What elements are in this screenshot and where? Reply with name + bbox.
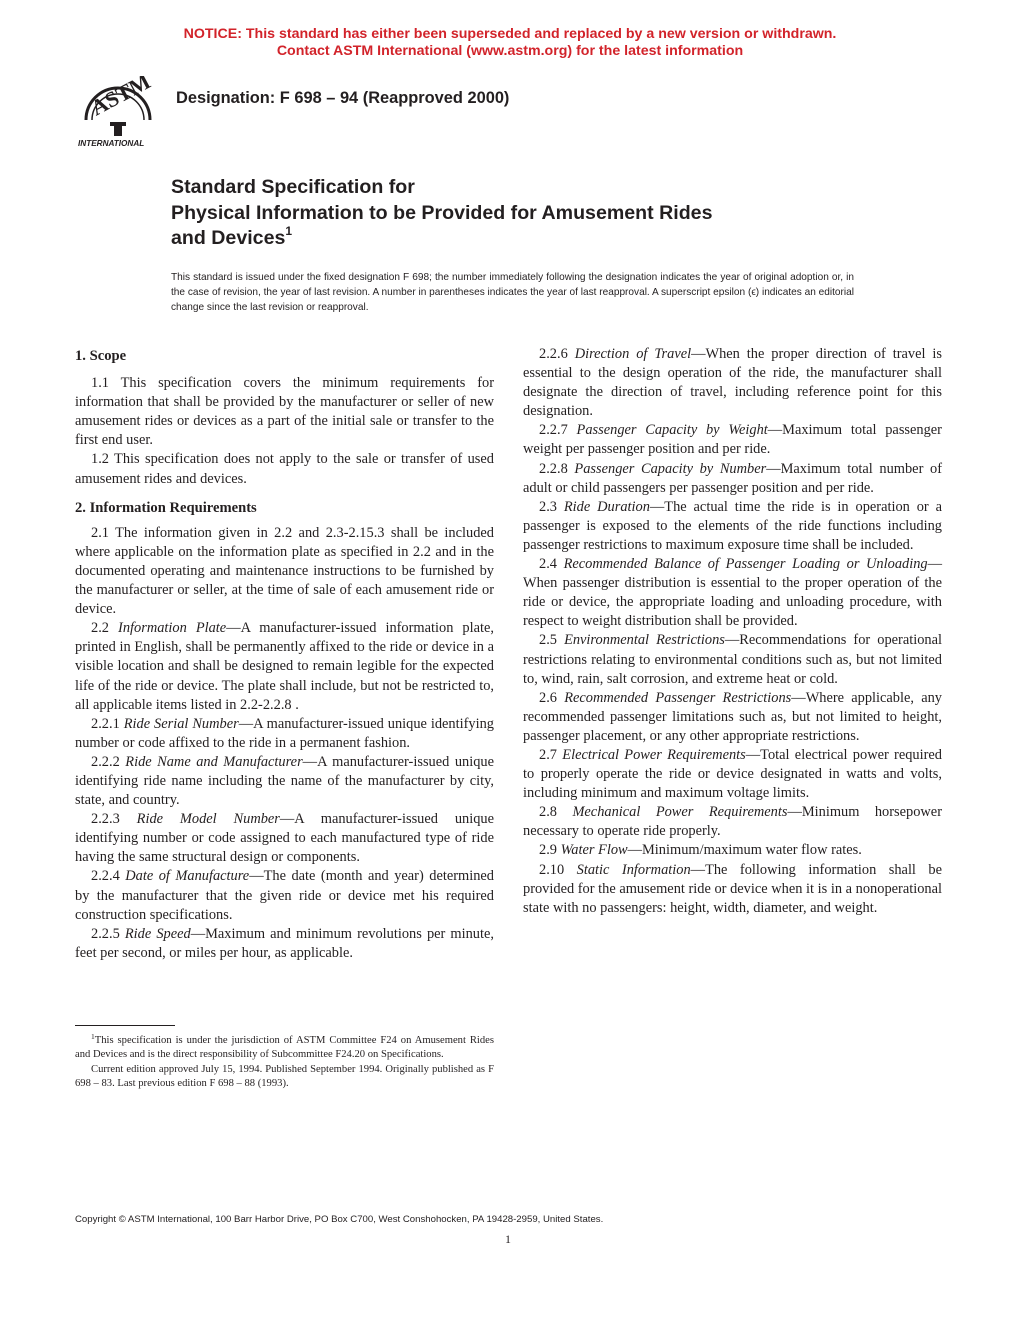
astm-logo	[76, 76, 160, 150]
paragraph-2-9: 2.9 Water Flow—Minimum/maximum water flow rates.	[539, 842, 862, 859]
title-line-2: Physical Information to be Provided for Amusement Rides	[171, 201, 713, 224]
notice-line-2: Contact ASTM International (www.astm.org) for the latest information	[276, 43, 744, 59]
paragraph-2-10: 2.10 Static Information—The following information shall be provided for the amusement ride or device when it is in a nonoperational state with no passengers: height, width, diameter, and weight.	[523, 861, 942, 916]
paragraph-2-2-4: 2.2.4 Date of Manufacture—The date (month and year) determined by the manufacturer that the given ride or device met his required construction specifications.	[75, 868, 494, 923]
withdrawn-notice	[0, 26, 1020, 60]
notice-line-1: NOTICE: This standard has either been superseded and replaced by a new version or withdrawn.	[183, 26, 837, 42]
paragraph-2-2-1: 2.2.1 Ride Serial Number—A manufacturer-issued unique identifying number or code affixed to the ride in a permanent fashion.	[75, 715, 494, 751]
paragraph-1-2: 1.2 This specification does not apply to the sale or transfer of used amusement rides and devices.	[75, 451, 494, 487]
footnote-divider	[75, 1025, 175, 1026]
title-line-1: Standard Specification for	[171, 176, 415, 198]
copyright: Copyright © ASTM International, 100 Barr Harbor Drive, PO Box C700, West Conshohocken, PA 19428-2959, United States.	[75, 1214, 604, 1225]
title-footnote-mark: 1	[285, 224, 293, 238]
paragraph-2-7: 2.7 Electrical Power Requirements—Total electrical power required to properly operate the ride or device designated in watts and volts, including minimum and maximum voltage limits.	[523, 746, 942, 802]
paragraph-2-3: 2.3 Ride Duration—The actual time the ride is in operation or a passenger is exposed to the elements of the ride functions including passenger restrictions to maximum exposure time shall be included.	[523, 498, 942, 553]
title-line-3	[171, 226, 931, 252]
paragraph-2-6: 2.6 Recommended Passenger Restrictions—Where applicable, any recommended passenger limitations such as, but not limited to height, passenger placement, or any other appropriate restrictions.	[523, 689, 942, 744]
left-column	[75, 345, 494, 963]
paragraph-2-4: 2.4 Recommended Balance of Passenger Loading or Unloading—When passenger distribution is essential to the proper operation of the ride or device, the appropriate loading and unloading procedure, with respect to weight distribution shall be provided.	[523, 556, 942, 630]
page-number: 1	[505, 1232, 511, 1246]
designation: Designation: F 698 – 94 (Reapproved 2000)	[176, 89, 510, 107]
paragraph-2-1: 2.1 The information given in 2.2 and 2.3-2.15.3 shall be included where applicable on the information plate as specified in 2.2 and in the documented operating and maintenance instructions to be furnished by the manufacturer or seller, at the time of sale of each amusement ride or device.	[75, 524, 494, 618]
footnote-1: $^1$This specification is under the jurisdiction of ASTM Committee F24 on Amusement Rides and Devices and is the direct responsibility of Subcommittee F24.20 on Specifications.	[75, 1032, 494, 1061]
paragraph-2-2-8: 2.2.8 Passenger Capacity by Number—Maximum total number of adult or child passengers per passenger position and per ride.	[523, 460, 942, 496]
footnote-2: Current edition approved July 15, 1994. Published September 1994. Originally published as F 698 – 83. Last previous edition F 698 – 88 (1993).	[75, 1063, 494, 1090]
paragraph-2-2-6: 2.2.6 Direction of Travel—When the proper direction of travel is essential to the design operation of the ride, the manufacturer shall designate the direction of travel, including reference point for this designation.	[523, 346, 942, 420]
footnotes	[75, 1034, 494, 1092]
paragraph-2-2-5: 2.2.5 Ride Speed—Maximum and minimum revolutions per minute, feet per second, or miles per hour, as applicable.	[75, 925, 494, 961]
paragraph-2-5: 2.5 Environmental Restrictions—Recommendations for operational restrictions relating to environmental conditions such as, but not limited to, wind, rain, salt corrosion, and extreme heat or cold.	[523, 632, 943, 687]
paragraph-2-2-7: 2.2.7 Passenger Capacity by Weight—Maximum total passenger weight per passenger position and per ride.	[523, 422, 942, 458]
logo-letters: ASTM	[86, 76, 155, 121]
section-2-heading: 2. Information Requirements	[75, 499, 257, 516]
paragraph-2-2-2: 2.2.2 Ride Name and Manufacturer—A manufacturer-issued unique identifying ride name including the name of the manufacturer by city, state, and country.	[75, 753, 494, 809]
section-1-heading: 1. Scope	[75, 348, 127, 364]
logo-subtitle: INTERNATIONAL	[78, 139, 145, 148]
paragraph-1-1: 1.1 This specification covers the minimum requirements for information that shall be provided by the manufacturer or seller of new amusement rides or devices as a part of the initial sale or transfer to the first end user.	[75, 375, 494, 449]
paragraph-2-2: 2.2 Information Plate—A manufacturer-issued information plate, printed in English, shall be permanently affixed to the ride or device in a visible location and shall be designed to remain legible for the expected life of the ride or device. The plate shall include, but not be restricted to, all applicable items listed in 2.2-2.2.8 .	[75, 620, 494, 713]
paragraph-2-8: 2.8 Mechanical Power Requirements—Minimum horsepower necessary to operate ride properly.	[523, 804, 942, 840]
right-column	[523, 345, 942, 918]
issued-note: This standard is issued under the fixed designation F 698; the number immediately following the designation indicates the year of original adoption or, in the case of revision, the year of last revision. A number in parentheses indicates the year of last reapproval. A superscript epsilon (ϵ) indicates an editorial change since the last revision or reapproval.	[171, 272, 854, 314]
title-line-3-text: and Devices	[171, 227, 286, 249]
paragraph-2-2-3: 2.2.3 Ride Model Number—A manufacturer-issued unique identifying number or code assigned to each manufactured type of ride having the same structural design or components.	[75, 811, 494, 866]
document-title	[171, 175, 931, 252]
